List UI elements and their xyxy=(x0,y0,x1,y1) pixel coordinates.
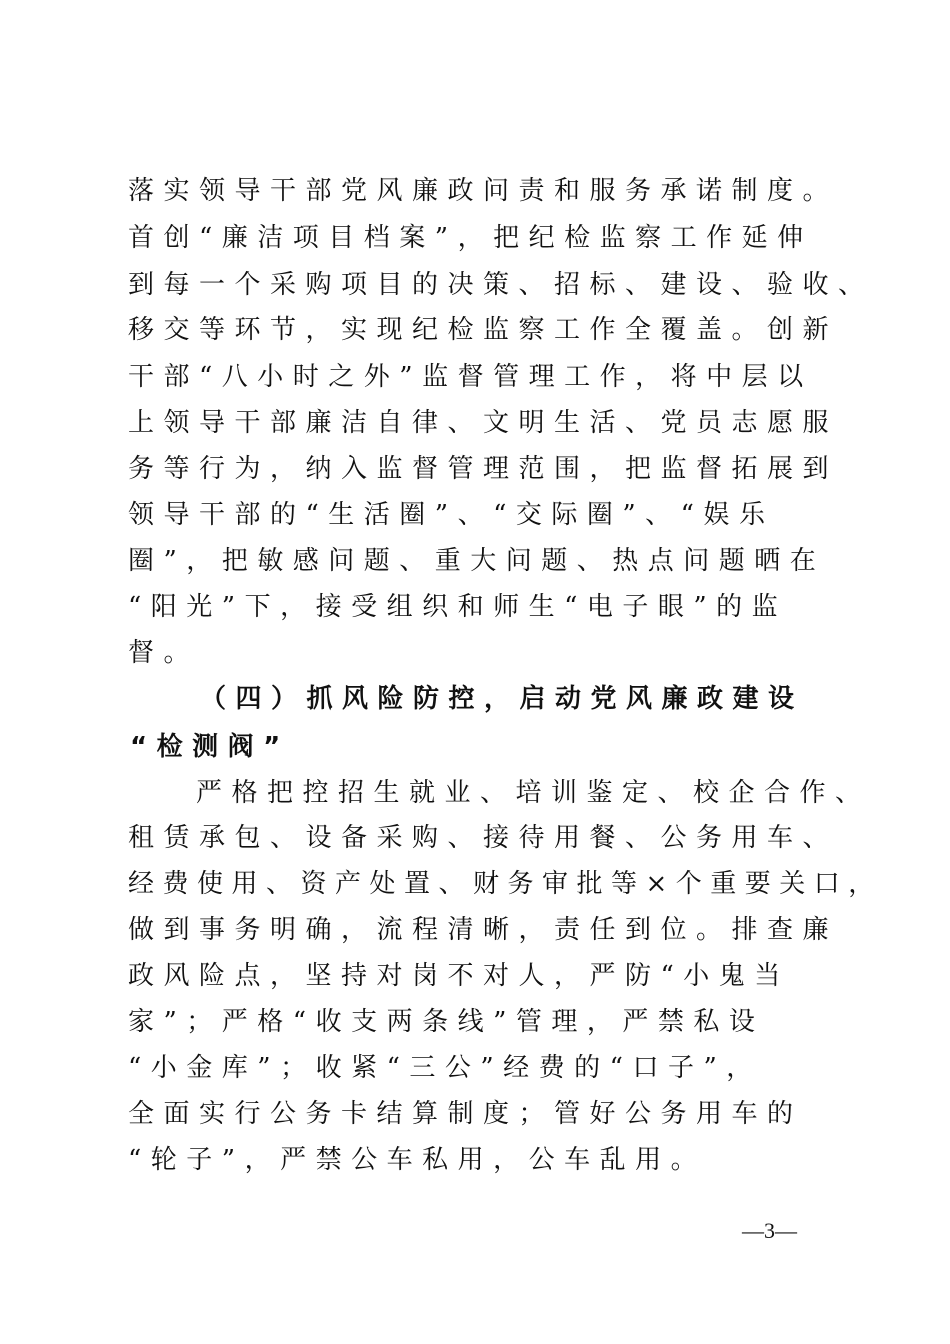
body-text-line: 经费使用、资产处置、财务审批等×个重要关口， xyxy=(128,869,883,899)
body-text-line: 政风险点，坚持对岗不对人，严防“小鬼当 xyxy=(128,961,790,991)
body-text-line: 督。 xyxy=(128,638,200,668)
body-text-line: 租赁承包、设备采购、接待用餐、公务用车、 xyxy=(128,823,839,853)
body-text-line: “轮子”，严禁公车私用，公车乱用。 xyxy=(128,1145,707,1175)
section-heading: （四）抓风险防控，启动党风廉政建设 xyxy=(200,684,804,714)
body-text-line: 首创“廉洁项目档案”，把纪检监察工作延伸 xyxy=(128,223,813,253)
body-text-line: 务等行为，纳入监督管理范围，把监督拓展到 xyxy=(128,454,839,484)
body-text-line: 移交等环节，实现纪检监察工作全覆盖。创新 xyxy=(128,315,839,345)
body-text-line: 干部“八小时之外”监督管理工作，将中层以 xyxy=(128,362,813,392)
body-text-line: 领导干部的“生活圈”、“交际圈”、“娱乐 xyxy=(128,500,775,530)
body-text-line: 严格把控招生就业、培训鉴定、校企合作、 xyxy=(196,778,871,808)
body-text-line: 落实领导干部党风廉政问责和服务承诺制度。 xyxy=(128,176,839,206)
body-text-line: 做到事务明确，流程清晰，责任到位。排查廉 xyxy=(128,915,839,945)
body-text-line: “小金库”；收紧“三公”经费的“口子”， xyxy=(128,1053,762,1083)
section-heading-continued: “检测阀” xyxy=(130,732,290,762)
body-text-line: 圈”，把敏感问题、重大问题、热点问题晒在 xyxy=(128,546,826,576)
body-text-line: 到每一个采购项目的决策、招标、建设、验收、 xyxy=(128,270,874,300)
page-number: —3— xyxy=(742,1218,797,1243)
body-text-line: 上领导干部廉洁自律、文明生活、党员志愿服 xyxy=(128,408,839,438)
body-text-line: 家”；严格“收支两条线”管理，严禁私设 xyxy=(128,1007,765,1037)
body-text-line: 全面实行公务卡结算制度；管好公务用车的 xyxy=(128,1099,803,1129)
body-text-line: “阳光”下，接受组织和师生“电子眼”的监 xyxy=(128,592,788,622)
